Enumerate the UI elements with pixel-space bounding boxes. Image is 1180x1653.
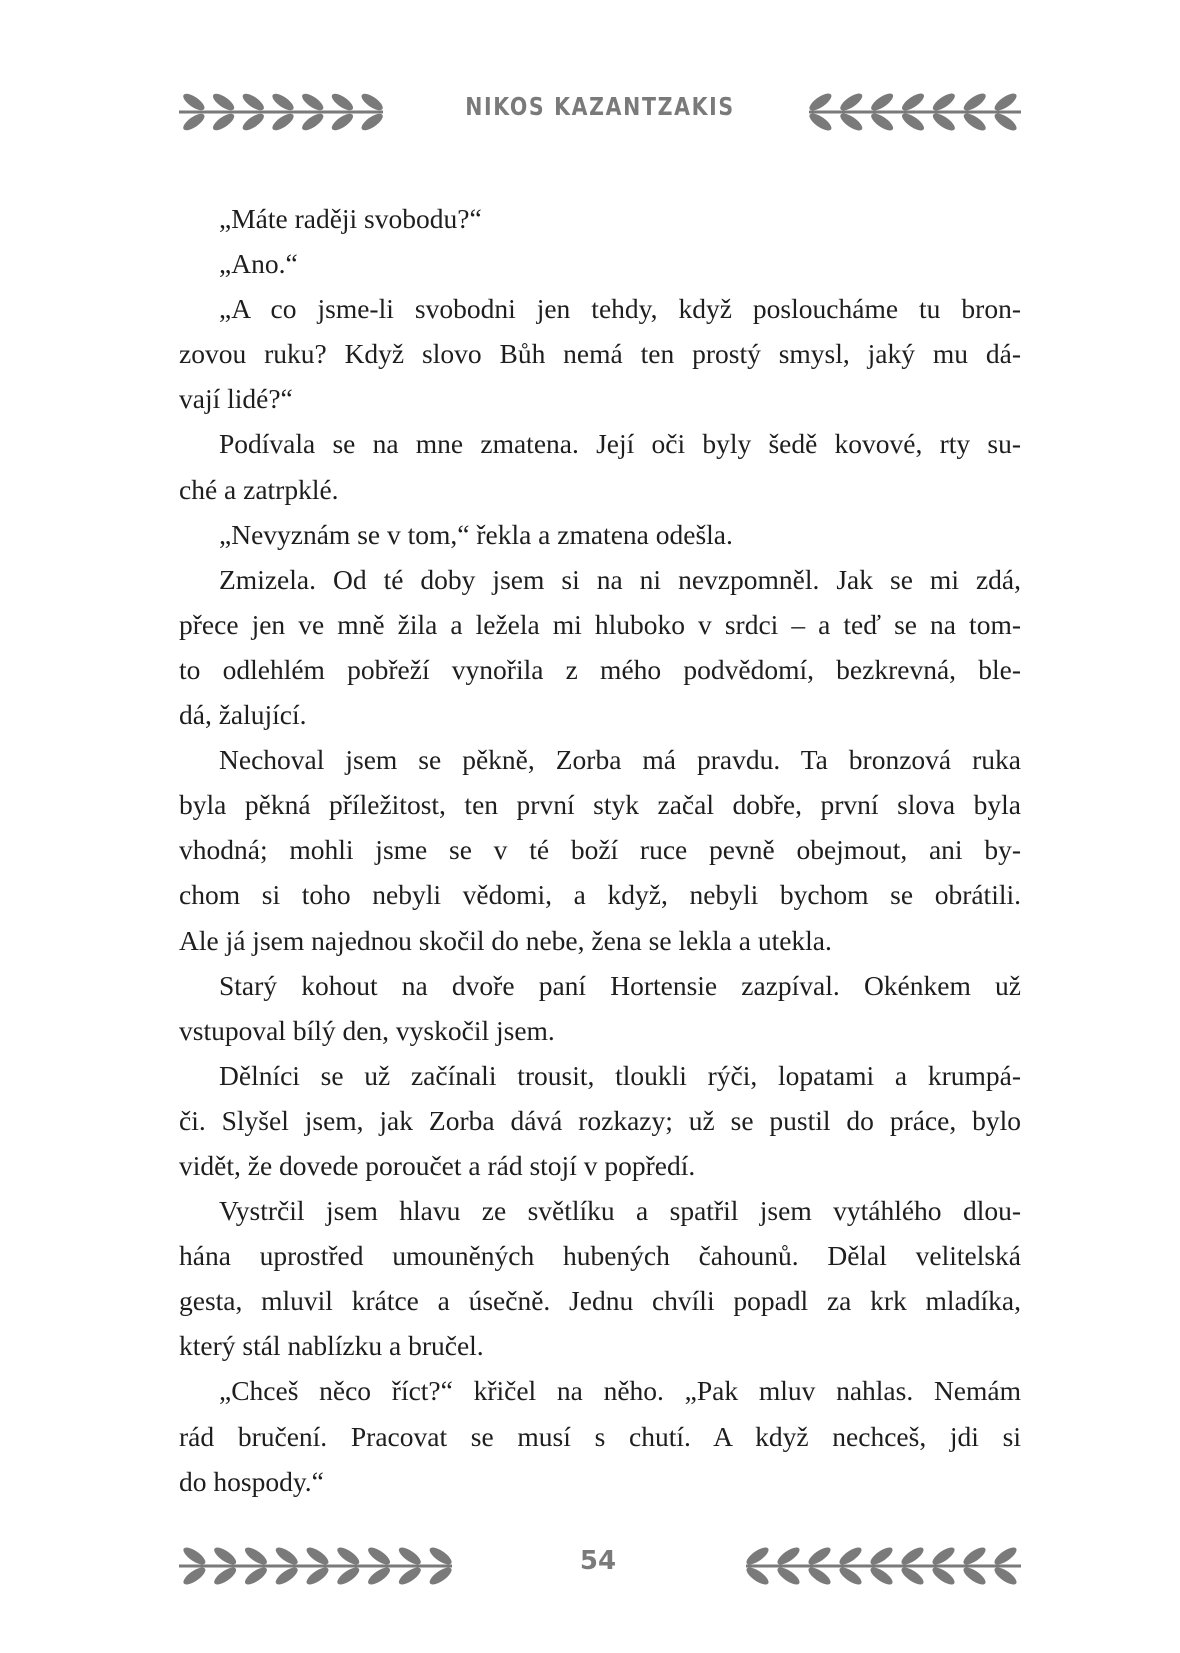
leaf-upper — [992, 92, 1019, 114]
leaf-lower — [838, 110, 865, 132]
leaf-lower — [930, 110, 957, 132]
leaf-upper — [868, 1546, 895, 1568]
leaf-upper — [181, 92, 207, 113]
text-line: vají lidé?“ — [179, 383, 293, 415]
running-header-author: NIKOS KAZANTZAKIS — [465, 92, 735, 121]
paragraph — [179, 737, 1021, 962]
text-line: který stál nablízku a bručel. — [179, 1330, 484, 1362]
leaf-upper — [181, 1546, 208, 1568]
leaf-lower — [242, 1564, 269, 1586]
leaf-upper — [992, 1546, 1019, 1568]
leaf-upper — [930, 1546, 957, 1568]
paragraph — [179, 196, 1021, 241]
leaf-upper — [304, 1546, 331, 1568]
ornament-stem — [809, 111, 1021, 114]
leaf-upper — [240, 92, 266, 113]
text-line: do hospody.“ — [179, 1465, 324, 1497]
text-line: Vystrčil jsem hlavu ze světlíku a spatřil jsem vytáhlého dlou- — [219, 1195, 1021, 1227]
leaf-upper — [869, 92, 896, 114]
leaf-lower — [210, 111, 236, 132]
leaf-upper — [335, 1546, 362, 1568]
leaf-upper — [210, 92, 236, 113]
leaf-lower — [359, 111, 385, 132]
text-line: „Nevyznám se v tom,“ řekla a zmatena odešla. — [219, 518, 733, 550]
leaf-upper — [329, 92, 355, 113]
text-line: ché a zatrpklé. — [179, 473, 339, 505]
leaf-lower — [366, 1564, 393, 1586]
leaf-lower — [837, 1564, 864, 1586]
leaf-lower — [744, 1564, 771, 1586]
leaf-upper — [900, 92, 927, 114]
paragraph — [179, 963, 1021, 1053]
leaf-lower — [869, 110, 896, 132]
ornament-stem — [179, 1565, 452, 1568]
leaf-upper — [212, 1546, 239, 1568]
text-line: gesta, mluvil krátce a úsečně. Jednu chvíli popadl za krk mladíka, — [179, 1285, 1021, 1317]
laurel-ornament-right — [805, 92, 1021, 132]
paragraph — [179, 421, 1021, 511]
text-line: vhodná; mohli jsme se v té boží ruce pevně obejmout, ani by- — [179, 834, 1021, 866]
leaf-upper — [837, 1546, 864, 1568]
text-line: chom si toho nebyli vědomi, a když, nebyli bychom se obrátili. — [179, 879, 1021, 911]
paragraph — [179, 286, 1021, 421]
leaf-upper — [806, 1546, 833, 1568]
leaf-upper — [396, 1546, 423, 1568]
footer-laurel-ornament-left — [179, 1546, 456, 1586]
leaf-upper — [807, 92, 834, 114]
leaf-lower — [240, 111, 266, 132]
text-line: Starý kohout na dvoře paní Hortensie zazpíval. Okénkem už — [219, 969, 1021, 1001]
text-line: „Ano.“ — [219, 248, 298, 280]
text-line: byla pěkná příležitost, ten první styk začal dobře, první slova byla — [179, 789, 1021, 821]
leaf-lower — [181, 111, 207, 132]
leaf-upper — [744, 1546, 771, 1568]
laurel-ornament-left — [179, 92, 387, 132]
leaf-lower — [992, 1564, 1019, 1586]
text-line: to odlehlém pobřeží vynořila z mého podvědomí, bezkrevná, ble- — [179, 653, 1021, 685]
leaf-lower — [961, 110, 988, 132]
text-line: či. Slyšel jsem, jak Zorba dává rozkazy; už se pustil do práce, bylo — [179, 1104, 1021, 1136]
text-line: Podívala se na mne zmatena. Její oči byly šedě kovové, rty su- — [219, 428, 1021, 460]
leaf-lower — [273, 1564, 300, 1586]
text-line: vstupoval bílý den, vyskočil jsem. — [179, 1014, 555, 1046]
leaf-lower — [930, 1564, 957, 1586]
leaf-lower — [899, 1564, 926, 1586]
leaf-lower — [775, 1564, 802, 1586]
paragraph — [179, 241, 1021, 286]
text-line: rád bručení. Pracovat se musí s chutí. A když nechceš, jdi si — [179, 1420, 1021, 1452]
text-line: Ale já jsem najednou skočil do nebe, žena se lekla a utekla. — [179, 924, 832, 956]
paragraph — [179, 512, 1021, 557]
footer-laurel-ornament-right — [742, 1546, 1021, 1586]
leaf-upper — [366, 1546, 393, 1568]
page-number: 54 — [579, 1546, 617, 1576]
leaf-lower — [396, 1564, 423, 1586]
leaf-lower — [868, 1564, 895, 1586]
text-line: přece jen ve mně žila a ležela mi hluboko v srdci – a teď se na tom- — [179, 608, 1021, 640]
paragraph — [179, 557, 1021, 737]
text-line: dá, žalující. — [179, 699, 307, 731]
leaf-upper — [838, 92, 865, 114]
paragraph — [179, 1368, 1021, 1503]
text-line: „Máte raději svobodu?“ — [219, 203, 482, 234]
text-line: „Chceš něco říct?“ křičel na něho. „Pak mluv nahlas. Nemám — [219, 1375, 1021, 1407]
leaf-upper — [242, 1546, 269, 1568]
leaf-upper — [775, 1546, 802, 1568]
leaf-lower — [961, 1564, 988, 1586]
text-line: Zmizela. Od té doby jsem si na ni nevzpomněl. Jak se mi zdá, — [219, 563, 1021, 595]
body-text — [179, 196, 1021, 1504]
text-line: Dělníci se už začínali trousit, tloukli rýči, lopatami a krumpá- — [219, 1059, 1021, 1091]
leaf-lower — [807, 110, 834, 132]
leaf-upper — [961, 1546, 988, 1568]
text-line: vidět, že dovede poroučet a rád stojí v popředí. — [179, 1149, 696, 1181]
text-line: zovou ruku? Když slovo Bůh nemá ten prostý smysl, jaký mu dá- — [179, 338, 1021, 370]
paragraph — [179, 1188, 1021, 1368]
leaf-lower — [181, 1564, 208, 1586]
leaf-lower — [300, 111, 326, 132]
text-line: Nechoval jsem se pěkně, Zorba má pravdu. Ta bronzová ruka — [219, 744, 1021, 776]
paragraph — [179, 1053, 1021, 1188]
leaf-lower — [212, 1564, 239, 1586]
leaf-upper — [300, 92, 326, 113]
leaf-lower — [304, 1564, 331, 1586]
leaf-lower — [270, 111, 296, 132]
leaf-upper — [270, 92, 296, 113]
leaf-lower — [806, 1564, 833, 1586]
leaf-upper — [930, 92, 957, 114]
leaf-upper — [427, 1546, 454, 1568]
leaf-upper — [899, 1546, 926, 1568]
leaf-upper — [961, 92, 988, 114]
ornament-stem — [746, 1565, 1021, 1568]
leaf-lower — [427, 1564, 454, 1586]
leaf-upper — [359, 92, 385, 113]
leaf-lower — [900, 110, 927, 132]
leaf-lower — [335, 1564, 362, 1586]
text-line: „A co jsme-li svobodni jen tehdy, když posloucháme tu bron- — [219, 293, 1021, 325]
leaf-lower — [992, 110, 1019, 132]
leaf-lower — [329, 111, 355, 132]
text-line: hána uprostřed umouněných hubených čahounů. Dělal velitelská — [179, 1240, 1021, 1272]
leaf-upper — [273, 1546, 300, 1568]
ornament-stem — [179, 111, 383, 114]
